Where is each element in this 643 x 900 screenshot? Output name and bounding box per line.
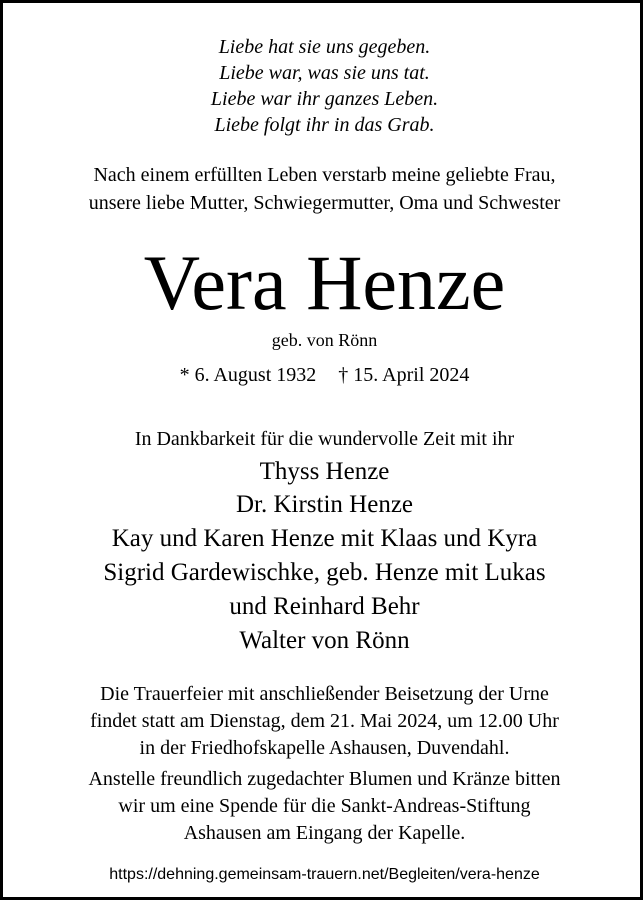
mourner-line: Sigrid Gardewischke, geb. Henze mit Lukas bbox=[103, 559, 546, 586]
intro-line: unsere liebe Mutter, Schwiegermutter, Oma und Schwester bbox=[88, 192, 561, 214]
birth-date: * 6. August 1932 bbox=[179, 364, 317, 386]
ceremony-line: findet statt am Dienstag, dem 21. Mai 2024, um 12.00 Uhr bbox=[90, 710, 559, 732]
life-dates bbox=[3, 362, 643, 388]
poem-line: Liebe folgt ihr in das Grab. bbox=[214, 114, 435, 136]
poem-line: Liebe war, was sie uns tat. bbox=[219, 62, 430, 84]
donation-line: wir um eine Spende für die Sankt-Andreas-Stiftung bbox=[118, 795, 531, 817]
donation-line: Ashausen am Eingang der Kapelle. bbox=[183, 822, 466, 844]
death-date: † 15. April 2024 bbox=[338, 364, 470, 386]
mourner-line: Walter von Rönn bbox=[239, 627, 410, 654]
mourner-line: Thyss Henze bbox=[259, 458, 390, 485]
poem-line: Liebe war ihr ganzes Leben. bbox=[210, 88, 439, 110]
intro-line: Nach einem erfüllten Leben verstarb meine geliebte Frau, bbox=[93, 164, 556, 186]
mourner-line: Dr. Kirstin Henze bbox=[235, 491, 414, 518]
mourner-line: Kay und Karen Henze mit Klaas und Kyra bbox=[111, 525, 538, 552]
memorial-url[interactable]: https://dehning.gemeinsam-trauern.net/Begleiten/vera-henze bbox=[109, 866, 540, 883]
donation-line: Anstelle freundlich zugedachter Blumen und Kränze bitten bbox=[88, 768, 561, 790]
ceremony-line: in der Friedhofskapelle Ashausen, Duvendahl. bbox=[139, 737, 510, 759]
thanks-line: In Dankbarkeit für die wundervolle Zeit mit ihr bbox=[134, 428, 515, 450]
birth-name: geb. von Rönn bbox=[271, 330, 378, 350]
mourner-line: und Reinhard Behr bbox=[229, 593, 420, 620]
poem-line: Liebe hat sie uns gegeben. bbox=[218, 36, 431, 58]
deceased-name: Vera Henze bbox=[143, 239, 506, 326]
ceremony-line: Die Trauerfeier mit anschließender Beisetzung der Urne bbox=[100, 683, 549, 705]
